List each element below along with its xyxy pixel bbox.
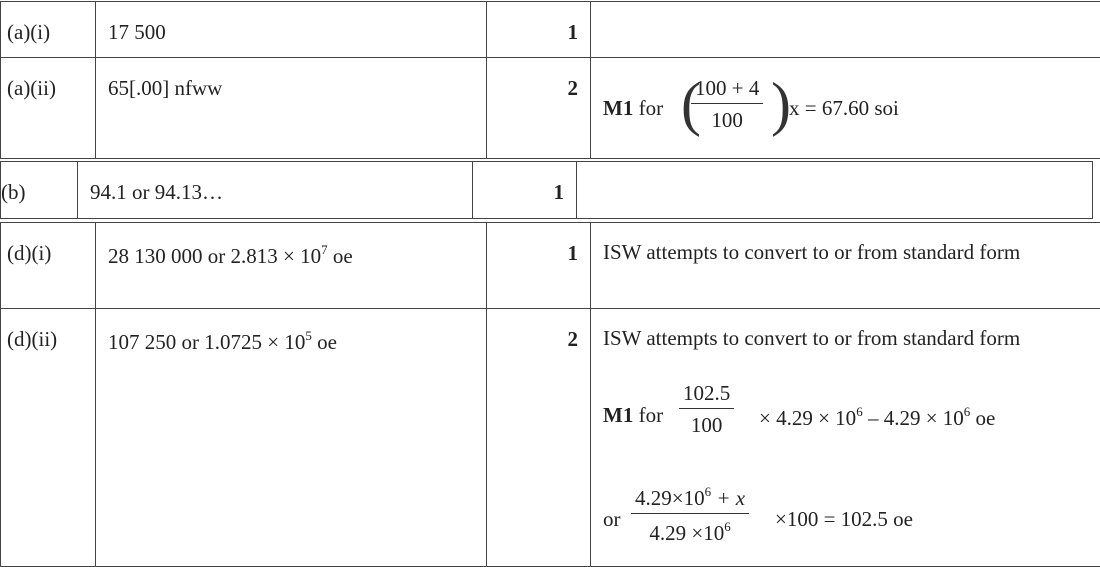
part-label: (b) <box>1 180 26 204</box>
part-cell <box>1 162 78 219</box>
table-row <box>1 309 1100 567</box>
part-cell <box>1 2 96 58</box>
mark-cell <box>487 2 591 58</box>
mark-scheme-table-d <box>0 222 1100 567</box>
expression-tail: × $4.29 \times 10^6 - 4.29 \times 10^6$ oe <box>759 404 996 430</box>
fraction-denominator: 100 <box>711 108 743 132</box>
answer-cell <box>96 2 487 58</box>
table-row <box>1 58 1100 159</box>
or-label: or <box>603 507 621 531</box>
mark-cell <box>487 58 591 159</box>
answer-cell <box>78 162 473 219</box>
table-row <box>1 2 1100 58</box>
fraction <box>691 78 763 131</box>
m1-label: M1 <box>603 403 634 427</box>
mark-cell <box>487 309 591 567</box>
answer-text: 94.1 or 94.13… <box>90 180 223 204</box>
guidance-cell <box>577 162 1093 219</box>
fraction-numerator: $4.29\times 10^6 + x$ <box>631 485 749 514</box>
table-row <box>1 223 1100 309</box>
mark-cell <box>473 162 577 219</box>
mark-value: 1 <box>567 241 578 265</box>
for-label: for <box>638 403 664 427</box>
table-row <box>1 162 1093 219</box>
answer-cell <box>96 58 487 159</box>
part-cell <box>1 309 96 567</box>
mark-cell <box>487 223 591 309</box>
answer-cell <box>96 223 487 309</box>
guidance-cell <box>591 223 1100 309</box>
mark-value: 1 <box>553 180 564 204</box>
answer-text: 65[.00] nfww <box>108 76 223 100</box>
expression-tail: x = 67.60 soi <box>789 96 899 120</box>
part-cell <box>1 58 96 159</box>
mark-value: 2 <box>567 327 578 351</box>
answer-text: 28 130 000 or $2.813 \times 10^7$ oe <box>108 242 353 268</box>
answer-text: 107 250 or $1.0725 \times 10^5$ oe <box>108 328 337 354</box>
answer-cell <box>96 309 487 567</box>
part-cell <box>1 223 96 309</box>
guidance-cell <box>591 309 1100 567</box>
guidance-text: ISW attempts to convert to or from standard form <box>603 240 1021 264</box>
fraction <box>679 383 734 436</box>
guidance-cell: M1 for ( $\frac{100 + 4}{100}$ ) x = 67.60 soi <box>591 58 1100 159</box>
fraction-denominator: 100 <box>690 413 723 437</box>
guidance-cell <box>591 2 1100 58</box>
expression-tail: ×100 = 102.5 oe <box>775 507 914 531</box>
guidance-text: ISW attempts to convert to or from standard form <box>603 326 1021 350</box>
fraction-numerator: 100 + 4 <box>691 78 763 104</box>
mark-value: 2 <box>567 76 578 100</box>
m1-label: M1 <box>603 96 634 120</box>
fraction <box>631 485 749 544</box>
part-label: (d)(i) <box>7 241 52 265</box>
mark-value: 1 <box>567 20 578 44</box>
mark-scheme-table-a <box>0 1 1100 159</box>
part-label: (a)(ii) <box>7 76 56 100</box>
fraction-numerator: 102.5 <box>679 383 734 409</box>
answer-text: 17 500 <box>108 20 166 44</box>
fraction-denominator: $4.29 \times 10^6$ <box>649 519 731 545</box>
part-label: (a)(i) <box>7 20 51 44</box>
for-label: for <box>638 96 664 120</box>
mark-scheme-table-b <box>0 161 1093 219</box>
part-label: (d)(ii) <box>7 327 58 351</box>
